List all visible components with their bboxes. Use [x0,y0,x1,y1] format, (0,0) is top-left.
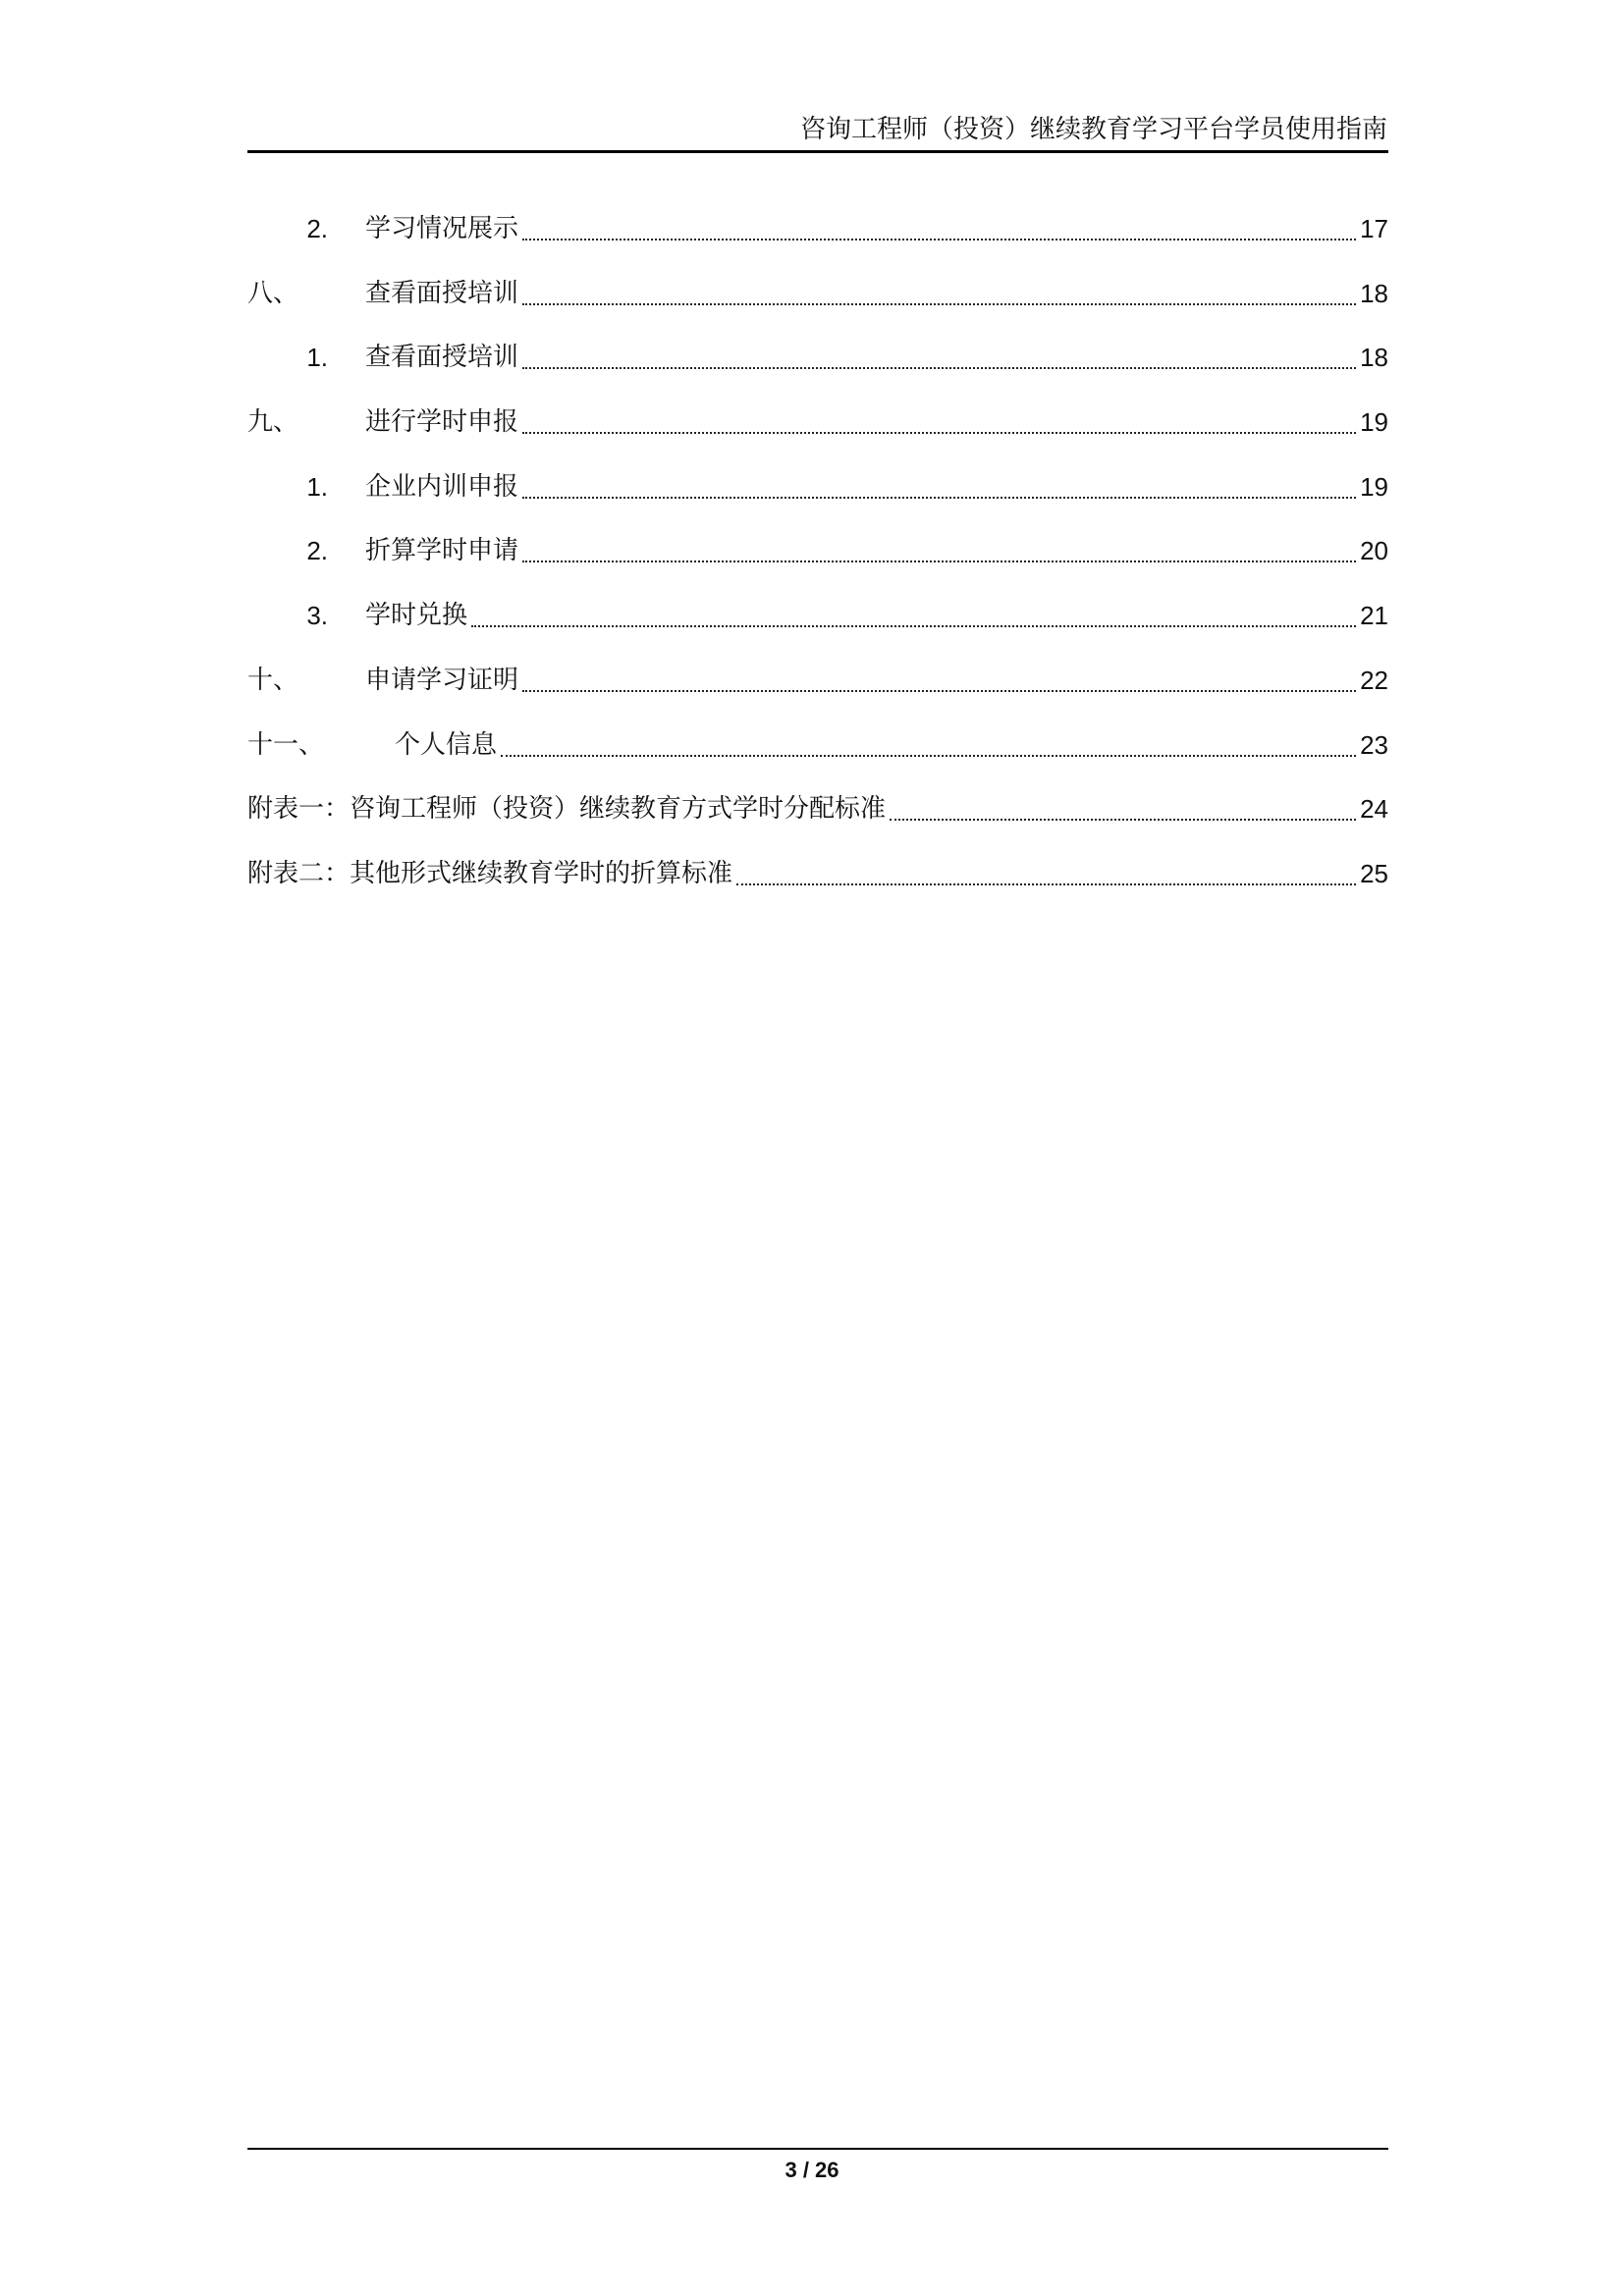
toc-entry-page: 23 [1360,729,1388,760]
header-rule [247,150,1388,153]
toc-entry-title: 查看面授培训 [365,278,519,308]
toc-entry-page: 18 [1360,343,1388,373]
toc-leader-dots [890,819,1356,821]
toc-entry-number: 2. [306,536,328,566]
toc-entry-title: 学时兑换 [365,601,468,631]
table-of-contents [247,209,1388,919]
toc-entry-page: 20 [1360,536,1388,566]
toc-entry-number: 十一、 [247,729,325,760]
toc-entry[interactable] [247,402,1388,467]
toc-entry[interactable] [247,274,1388,339]
toc-entry-number: 十、 [247,665,299,695]
toc-entry-number: 八、 [247,278,299,308]
toc-entry-title: 学习情况展示 [365,214,519,243]
toc-entry-page: 25 [1360,858,1388,888]
toc-entry[interactable] [247,789,1388,854]
toc-leader-dots [501,755,1356,757]
toc-entry[interactable] [247,338,1388,402]
toc-entry[interactable] [247,531,1388,596]
toc-entry[interactable] [247,661,1388,725]
toc-entry-number: 九、 [247,407,299,438]
toc-entry-title: 折算学时申请 [365,536,519,566]
toc-entry-number: 2. [306,214,328,243]
toc-entry-number: 1. [306,471,328,502]
toc-leader-dots [522,367,1356,369]
toc-entry[interactable] [247,596,1388,661]
toc-entry-page: 17 [1360,214,1388,243]
footer-rule [247,2148,1388,2150]
page-number: 3 / 26 [785,2158,839,2182]
toc-entry-page: 21 [1360,601,1388,631]
toc-entry[interactable] [247,854,1388,919]
toc-leader-dots [736,883,1356,885]
toc-entry-title: 附表一：咨询工程师（投资）继续教育方式学时分配标准 [247,794,887,825]
toc-entry-page: 18 [1360,278,1388,308]
toc-leader-dots [522,239,1356,240]
toc-leader-dots [522,690,1356,692]
toc-entry-page: 22 [1360,665,1388,695]
toc-leader-dots [522,561,1356,562]
toc-leader-dots [522,303,1356,305]
toc-entry-title: 申请学习证明 [365,665,519,695]
toc-entry-title: 进行学时申报 [365,407,519,438]
toc-entry-title: 查看面授培训 [365,343,519,373]
toc-entry-title: 企业内训申报 [365,471,519,502]
toc-entry-title: 个人信息 [395,729,498,760]
toc-entry-number: 1. [306,343,328,373]
toc-entry-page: 19 [1360,471,1388,502]
toc-entry-page: 19 [1360,407,1388,438]
header-title: 咨询工程师（投资）继续教育学习平台学员使用指南 [799,115,1387,144]
toc-entry[interactable] [247,209,1388,274]
toc-leader-dots [522,497,1356,499]
toc-entry-title: 附表二：其他形式继续教育学时的折算标准 [247,858,733,888]
toc-leader-dots [471,625,1356,627]
toc-leader-dots [522,432,1356,434]
toc-entry-number: 3. [306,601,328,631]
toc-entry[interactable] [247,725,1388,790]
toc-entry-page: 24 [1360,794,1388,825]
toc-entry[interactable] [247,467,1388,532]
